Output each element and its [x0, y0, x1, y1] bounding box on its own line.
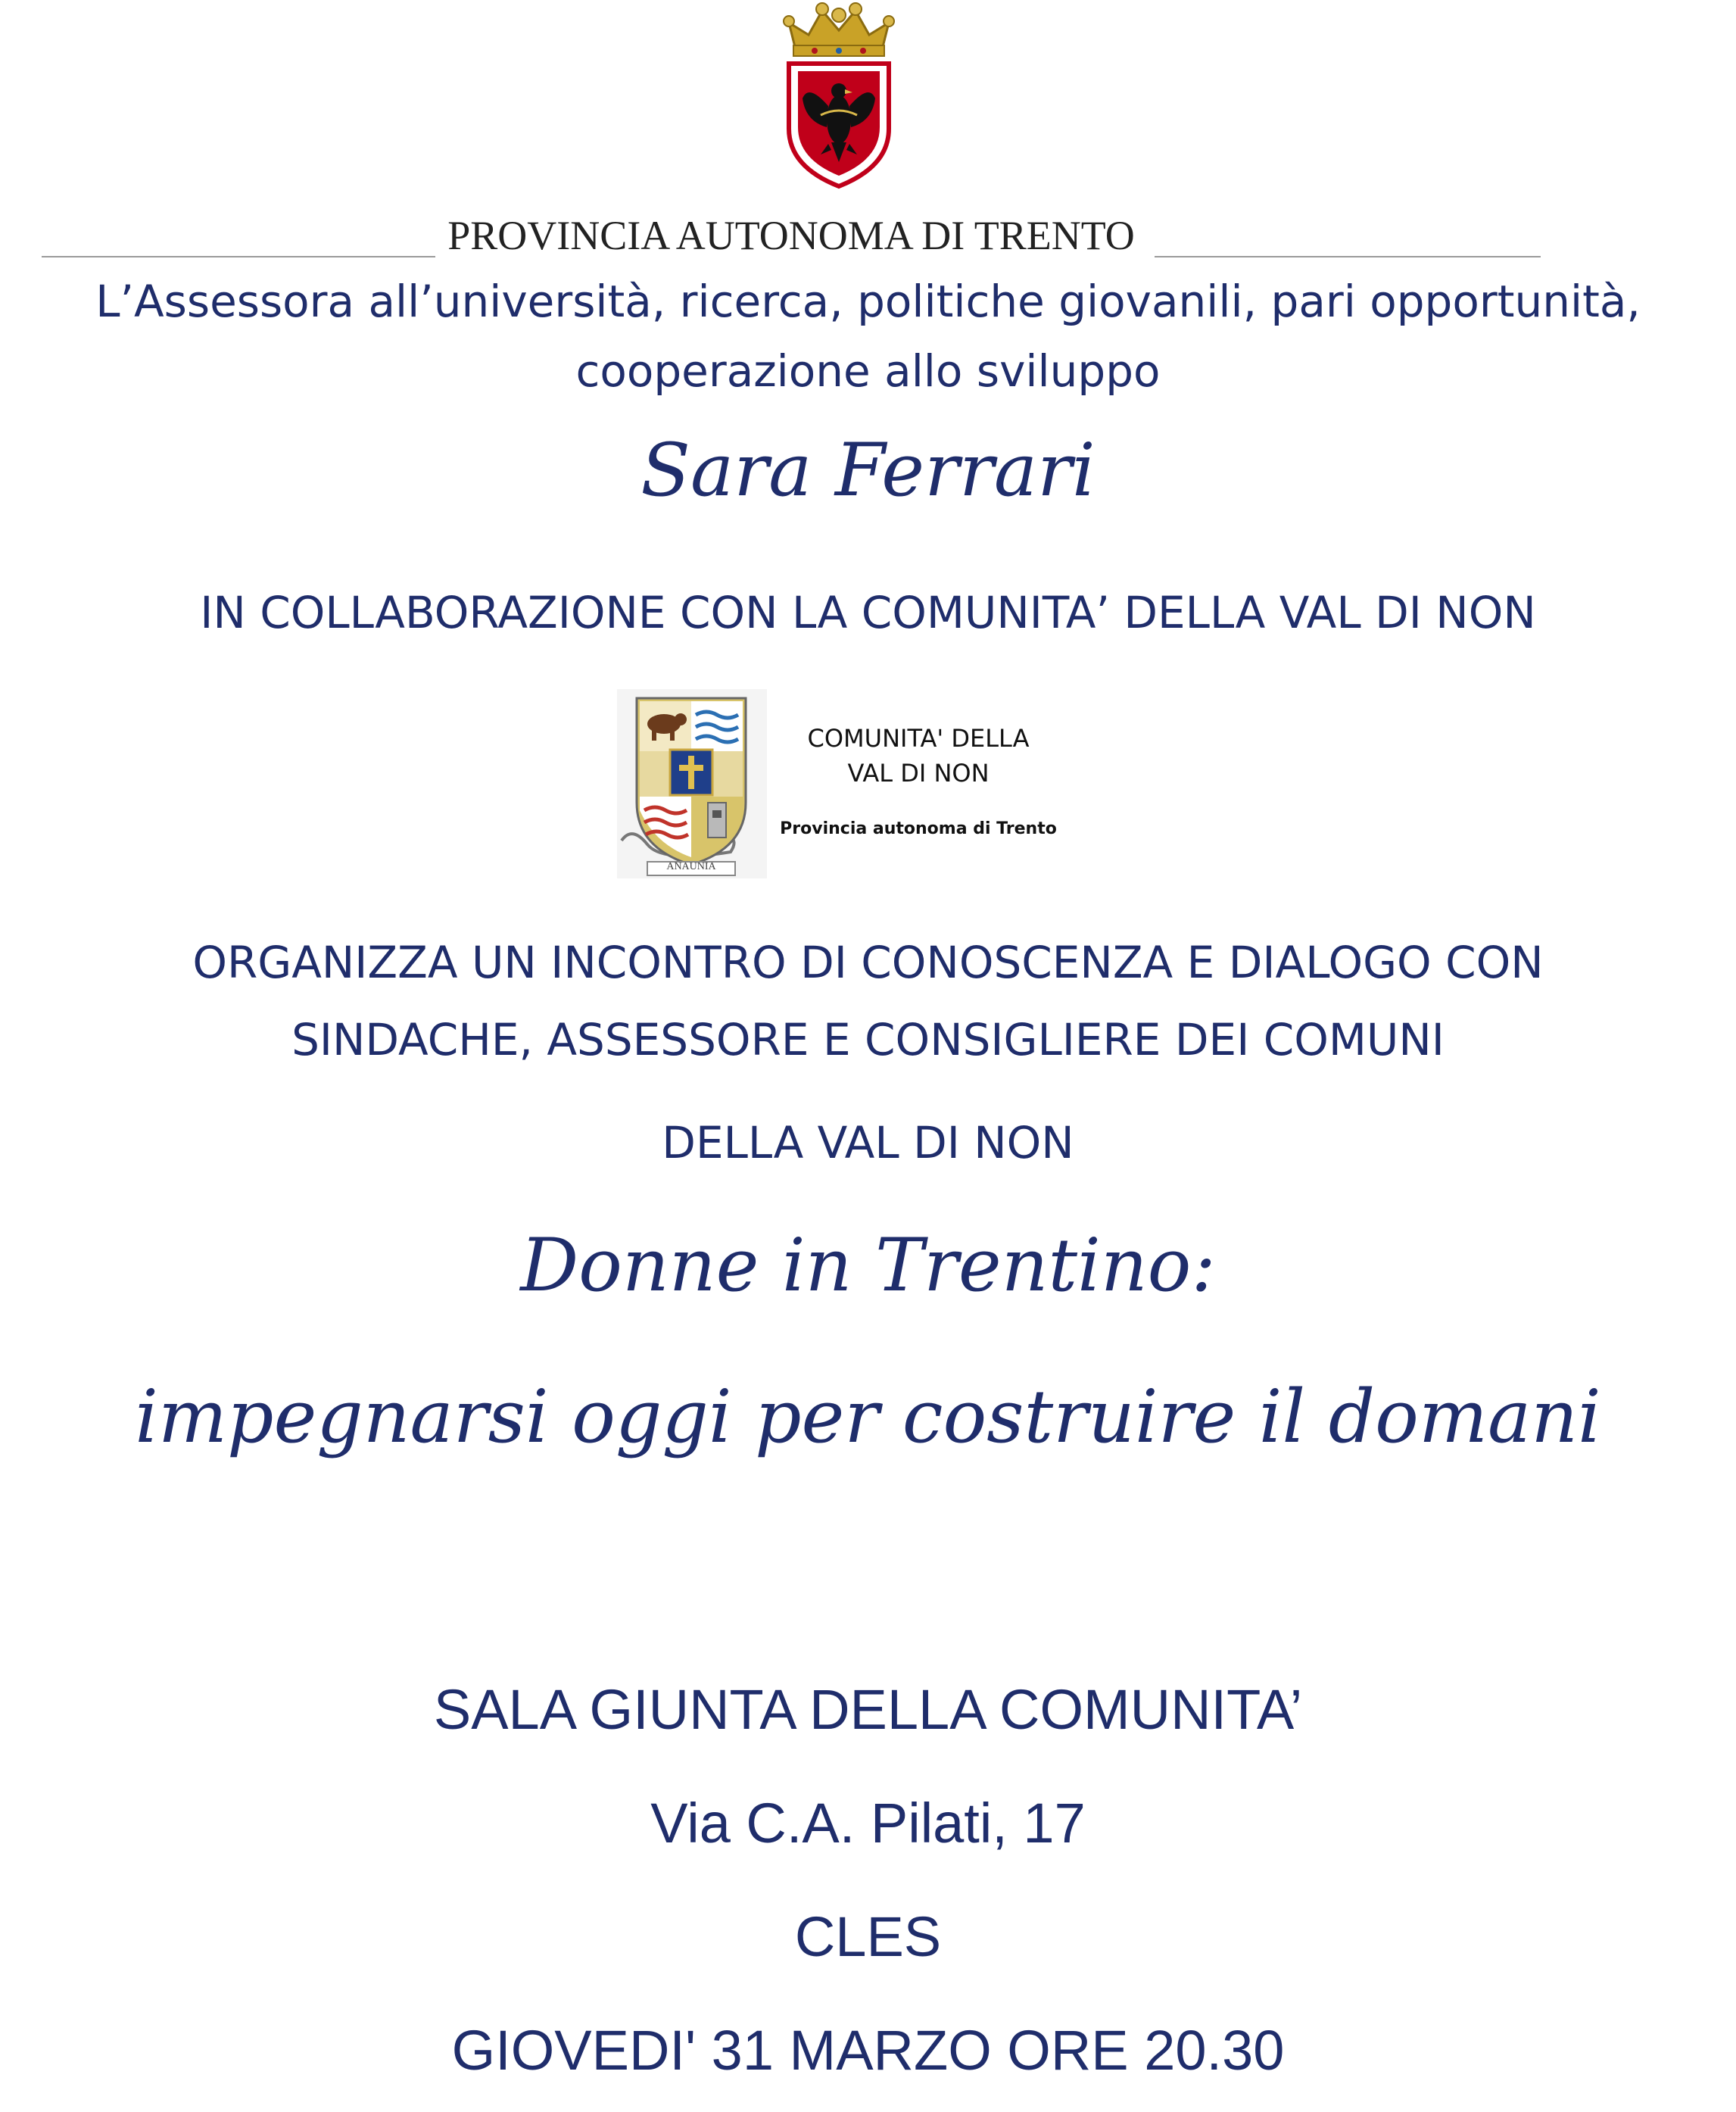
comunita-val-di-non-logo [617, 689, 1070, 878]
logo-subtitle: Provincia autonoma di Trento [780, 819, 1057, 838]
assessora-name: Sara Ferrari [640, 428, 1096, 513]
logo-banner-text: ANAUNIA [666, 861, 716, 872]
event-datetime: GIOVEDI' 31 MARZO ORE 20.30 [451, 2019, 1285, 2082]
crown-icon [784, 3, 894, 56]
event-title-line-2: impegnarsi oggi per costruire il domani [135, 1374, 1601, 1459]
venue-city: CLES [794, 1905, 942, 1968]
organizza-block [0, 924, 1736, 1078]
province-name: PROVINCIA AUTONOMA DI TRENTO [447, 213, 1135, 258]
venue-address: Via C.A. Pilati, 17 [650, 1792, 1086, 1855]
organizza-line-3: DELLA VAL DI NON [662, 1117, 1074, 1168]
logo-title-line-2: VAL DI NON [847, 759, 990, 788]
assessora-line-2: cooperazione allo sviluppo [575, 345, 1161, 397]
province-heading [42, 206, 1541, 259]
assessora-block [0, 267, 1736, 406]
assessora-line-1: L’Assessora all’università, ricerca, politiche giovanili, pari opportunità, [95, 276, 1641, 327]
collaboration-line: IN COLLABORAZIONE CON LA COMUNITA’ DELLA VAL DI NON [200, 587, 1536, 638]
event-title-line-1: Donne in Trentino: [520, 1223, 1216, 1308]
organizza-line-1: ORGANIZZA UN INCONTRO DI CONOSCENZA E DIALOGO CON [192, 937, 1544, 988]
logo-title-line-1: COMUNITA' DELLA [807, 724, 1030, 753]
trento-eagle-crest-icon [778, 0, 899, 189]
organizza-line-2: SINDACHE, ASSESSORE E CONSIGLIERE DEI COMUNI [291, 1014, 1445, 1065]
logo-title [767, 721, 1070, 791]
right-rule [1155, 256, 1541, 257]
venue-hall: SALA GIUNTA DELLA COMUNITA’ [433, 1678, 1303, 1741]
